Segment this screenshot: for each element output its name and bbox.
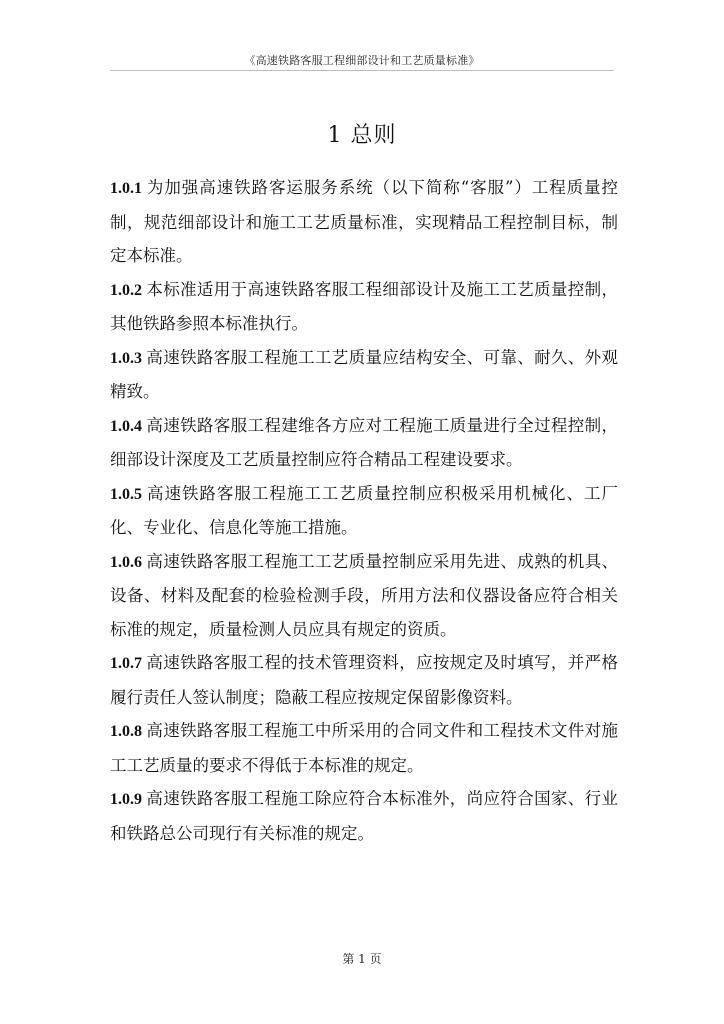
clause-number: 1.0.6 — [110, 553, 142, 571]
clause-number: 1.0.1 — [110, 180, 142, 197]
clause-text: 本标准适用于高速铁路客服工程细部设计及施工工艺质量控制，其他铁路参照本标准执行。 — [110, 279, 618, 333]
chapter-title: 1 总则 — [327, 123, 397, 148]
clause-text: 高速铁路客服工程的技术管理资料，应按规定及时填写，并严格履行责任人签认制度；隐蔽工程应按规定保留影像资料。 — [110, 653, 618, 707]
clause-text: 高速铁路客服工程建维各方应对工程施工质量进行全过程控制，细部设计深度及工艺质量控制应符合精品工程建设要求。 — [110, 415, 618, 469]
clause-1-0-9 — [110, 782, 618, 850]
clause-text: 高速铁路客服工程施工除应符合本标准外，尚应符合国家、行业和铁路总公司现行有关标准的规定。 — [110, 789, 618, 843]
clause-number: 1.0.2 — [110, 281, 142, 299]
running-header: 《高速铁路客服工程细部设计和工艺质量标准》 — [244, 54, 480, 67]
clause-text: 高速铁路客服工程施工工艺质量控制应积极采用机械化、工厂化、专业化、信息化等施工措施。 — [110, 483, 618, 537]
clause-1-0-1 — [110, 171, 618, 273]
clause-1-0-8 — [110, 714, 618, 782]
clause-text: 为加强高速铁路客运服务系统（以下简称“客服”）工程质量控制，规范细部设计和施工工艺质量标准，实现精品工程控制目标，制定本标准。 — [110, 178, 618, 265]
clause-number: 1.0.8 — [110, 723, 142, 740]
clause-text: 高速铁路客服工程施工工艺质量控制应采用先进、成熟的机具、设备、材料及配套的检验检测手段，所用方法和仪器设备应符合相关标准的规定，质量检测人员应具有规定的资质。 — [110, 551, 618, 639]
clause-1-0-7 — [110, 646, 618, 714]
clause-1-0-6 — [110, 545, 618, 647]
clause-text: 高速铁路客服工程施工中所采用的合同文件和工程技术文件对施工工艺质量的要求不得低于本标准的规定。 — [110, 721, 618, 775]
header-rule — [110, 70, 614, 71]
clause-1-0-3 — [110, 341, 618, 409]
clause-list — [110, 171, 618, 850]
clause-1-0-2 — [110, 273, 618, 341]
clause-number: 1.0.5 — [110, 485, 142, 503]
clause-number: 1.0.7 — [110, 655, 142, 672]
clause-1-0-5 — [110, 477, 618, 545]
clause-number: 1.0.3 — [110, 349, 142, 367]
clause-text: 高速铁路客服工程施工工艺质量应结构安全、可靠、耐久、外观精致。 — [110, 347, 618, 401]
clause-1-0-4 — [110, 409, 618, 477]
clause-number: 1.0.9 — [110, 791, 142, 808]
clause-number: 1.0.4 — [110, 417, 142, 435]
page-number: 第 1 页 — [342, 952, 382, 966]
